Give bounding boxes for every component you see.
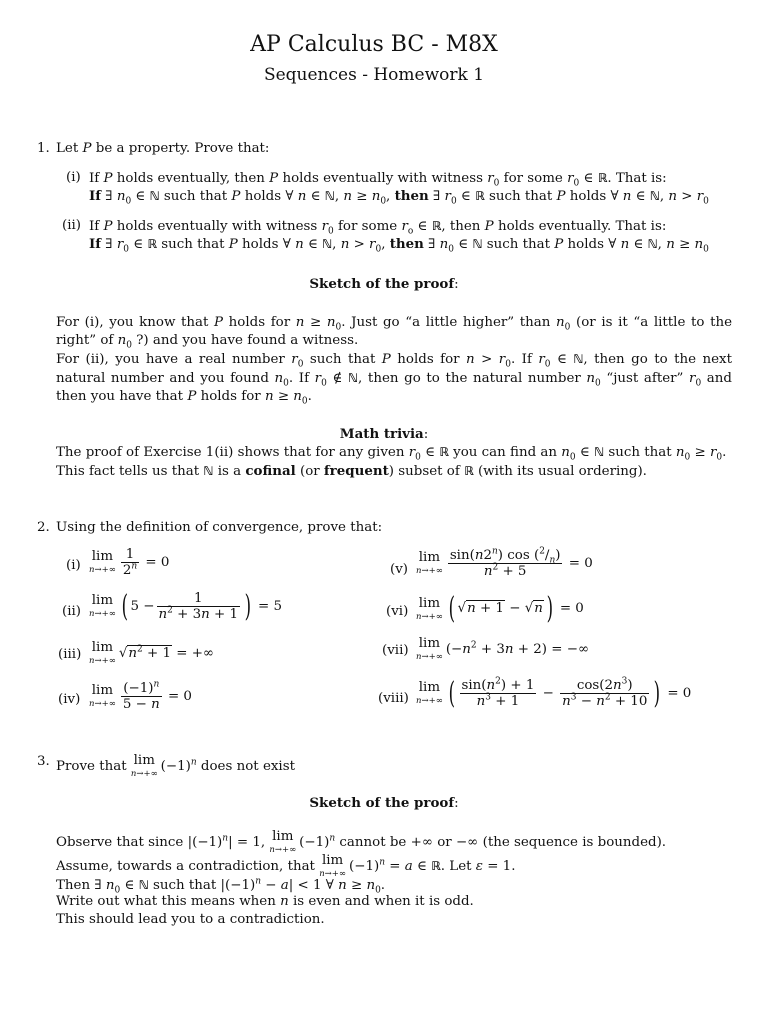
- q1-intro: Let P be a property. Prove that:: [56, 141, 270, 156]
- q3-line-2: Assume, towards a contradiction, that lim n→+∞ $(-1)^n = a$ ∈ ℝ. Let ε = 1.: [56, 853, 516, 879]
- q3-line-3: Then ∃ $n_0$ ∈ ℕ such that $|(-1)^n - a| < 1$ ∀ $n \ge n_0$.: [56, 876, 386, 896]
- q3-line-5: This should lead you to a contradiction.: [56, 912, 325, 927]
- q1-part-i-line2: If ∃ $n_0$ ∈ ℕ such that P holds ∀ n ∈ ℕ, $n \ge n_0$, then ∃ $r_0$ ∈ ℝ such that P holds ∀ n ∈ ℕ, $n > r_0$: [89, 188, 709, 207]
- q2-intro: Using the definition of convergence, prove that:: [56, 520, 383, 535]
- q3-number: 3.: [37, 754, 50, 769]
- q1-sketch-text: For (i), you know that P holds for $n \ge n_0$. Just go “a little higher” than $n_0$ (or is it “a little to the right” of $n_0$ ?) and you have found a witness. For (ii), you have a real number $r_0$ such that P holds for $n > r_0$. If $r_0$ ∈ ℕ, then go to the next natural number and you found $n_0$. If $r_0$ ∉ ℕ, then go to the natural number $n_0$ “just after” $r_0$ and then you have that P holds for $n \ge n_0$.: [56, 315, 733, 407]
- q2-item-viii-expr: lim n→+∞ ( $\frac{\sin(n^2) + 1}{n^3 + 1}$ − $\frac{\cos(2n^3)}{n^3 - n^2 + 10}$ ) = 0: [416, 675, 692, 711]
- q1-part-i-line1: If P holds eventually, then P holds eventually with witness $r_0$ for some $r_0$ ∈ ℝ. That is:: [89, 171, 667, 189]
- q3-line-4: Write out what this means when n is even and when it is odd.: [56, 894, 474, 909]
- q3-intro: Prove that lim n→+∞ $(-1)^n$ does not exist: [56, 753, 295, 779]
- q1-part-ii-label: (ii): [62, 218, 82, 233]
- q2-item-ii-label: (ii): [62, 604, 82, 619]
- q2-item-vii-expr: lim n→+∞ $(-n^2 + 3n + 2)$ = −∞: [416, 636, 590, 662]
- q3-line-1: Observe that since $|(-1)^n| = 1$, lim n→+∞ $(-1)^n$ cannot be +∞ or −∞ (the sequence is bounded).: [56, 829, 667, 855]
- q3-sketch-heading: Sketch of the proof:: [309, 795, 459, 811]
- q2-item-vi-label: (vi): [386, 604, 409, 619]
- q1-trivia-heading: Math trivia:: [339, 426, 429, 442]
- q2-item-vii-label: (vii): [382, 643, 409, 658]
- q1-part-i-label: (i): [66, 170, 81, 185]
- q1-trivia-text: The proof of Exercise 1(ii) shows that for any given $r_0$ ∈ ℝ you can find an $n_0$ ∈ ℕ such that $n_0 \ge r_0$. This fact tells us that ℕ is a cofinal (or frequent) subset of ℝ (with its usual ordering).: [56, 445, 727, 479]
- q2-item-v-label: (v): [390, 562, 409, 577]
- q1-sketch-heading: Sketch of the proof:: [309, 276, 459, 292]
- q2-item-iii-label: (iii): [58, 647, 82, 662]
- page-subtitle: Sequences - Homework 1: [263, 65, 485, 85]
- q1-number: 1.: [37, 141, 50, 156]
- q1-part-ii-line2: If ∃ $r_0$ ∈ ℝ such that P holds ∀ n ∈ ℕ, $n > r_0$, then ∃ $n_0$ ∈ ℕ such that P holds ∀ n ∈ ℕ, $n \ge n_0$: [89, 236, 709, 255]
- q2-item-iv-label: (iv): [58, 692, 81, 707]
- q2-item-iv-expr: lim n→+∞ $\frac{(-1)^n}{5 - n}$ = 0: [89, 679, 192, 712]
- page-title: AP Calculus BC - M8X: [250, 32, 498, 57]
- q2-item-i-expr: lim n→+∞ $\frac{1}{2^n}$ = 0: [89, 547, 170, 578]
- q2-item-iii-expr: lim n→+∞ $√n^2 + 1$ = +∞: [89, 640, 215, 666]
- q2-item-i-label: (i): [66, 558, 81, 573]
- q2-item-ii-expr: lim n→+∞ ( 5 − $\frac{1}{n^2 + 3n + 1}$ ) = 5: [89, 588, 283, 624]
- q1-part-ii-line1: If P holds eventually with witness $r_0$ for some $r_o$ ∈ ℝ, then P holds eventually. That is:: [89, 219, 667, 237]
- q2-number: 2.: [37, 520, 50, 535]
- q2-item-viii-label: (viii): [378, 691, 409, 706]
- q2-item-vi-expr: lim n→+∞ ( √n + 1 − √n ) = 0: [416, 591, 584, 626]
- q2-item-v-expr: lim n→+∞ $\frac{\sin(n2^n) \cos (^2/_n)}{n^2 + 5}$ = 0: [416, 546, 593, 579]
